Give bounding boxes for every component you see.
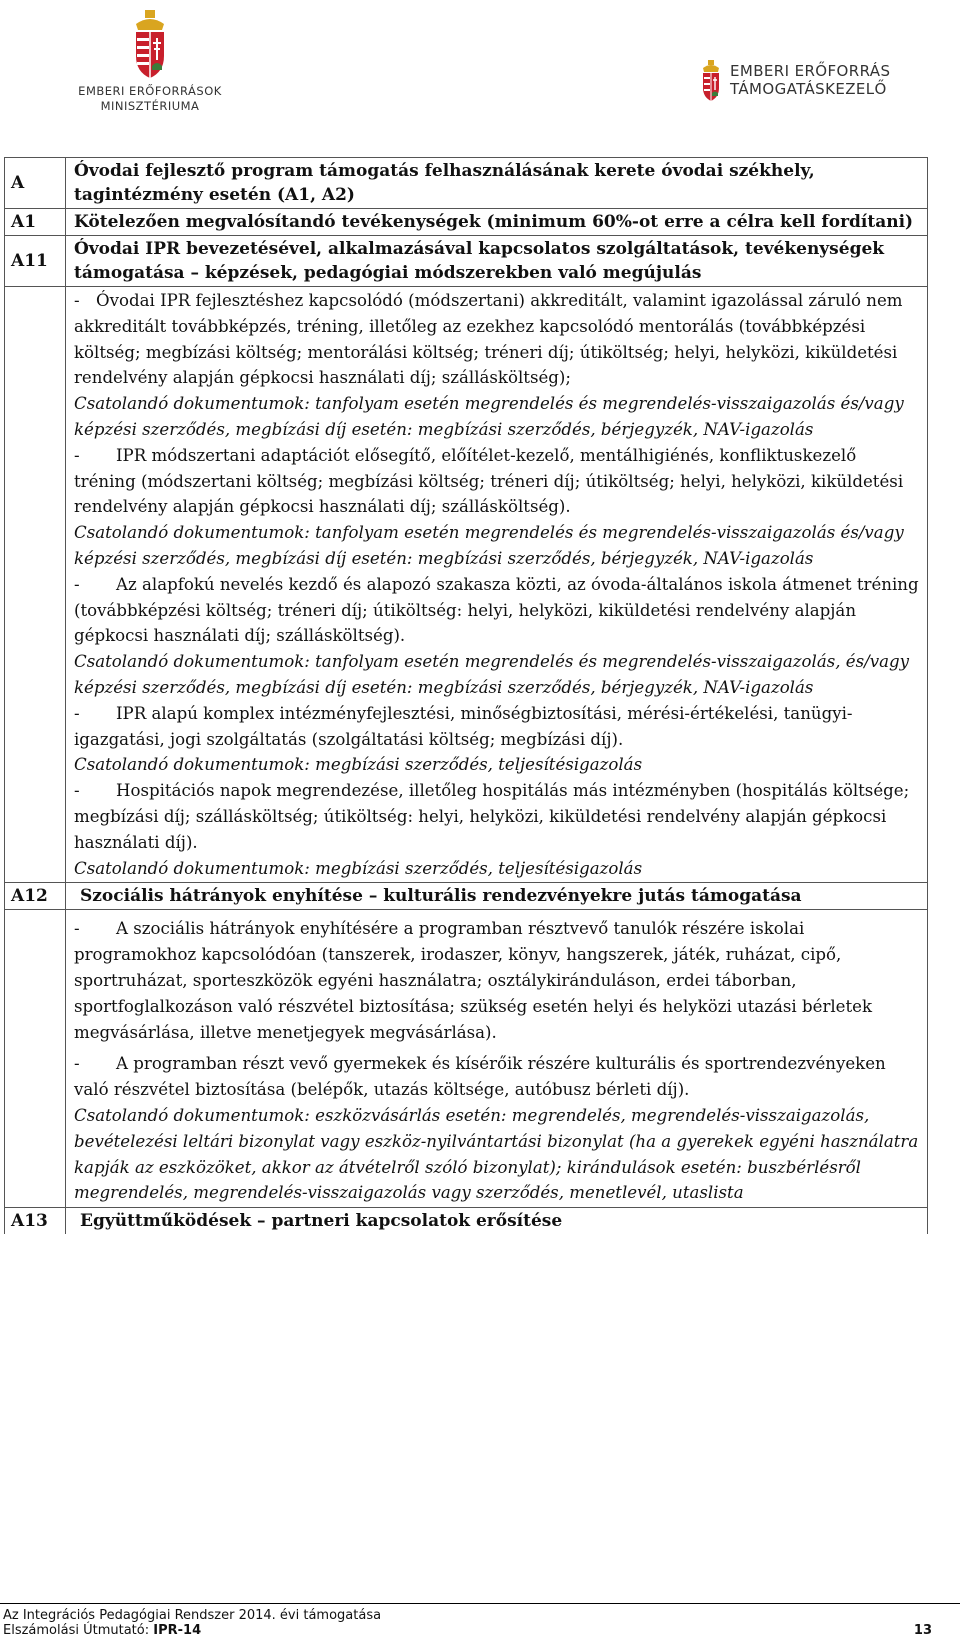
required-documents: Csatolandó dokumentumok: eszközvásárlás esetén: megrendelés, megrendelés-visszaigazolás, bevételezési leltári bizonylat vagy eszköz-nyilvántartási bizonylat (ha a gyerekek egyéni használatra kapják az eszközöket, akkor az átvételről szóló bizonylat); kirándulások esetén: buszbérlésről megrendelés, megrendelés-visszaigazolás vagy szerződés, menetlevél, utaslista (74, 1105, 919, 1203)
ministry-name-line2: MINISZTÉRIUMA (100, 99, 200, 113)
page-number: 13 (913, 1623, 932, 1638)
row-content (66, 287, 928, 883)
row-code: A (5, 158, 66, 209)
required-documents: Csatolandó dokumentumok: tanfolyam esetén megrendelés és megrendelés-visszaigazolás és/vagy képzési szerződés, megbízási díj esetén: megbízási szerződés, bérjegyzék, NAV-igazolás (74, 394, 904, 439)
list-item: - A programban részt vevő gyermekek és kísérőik részére kulturális és sportrendezvényeken való részvétel biztosítása (belépők, utazás költsége, autóbusz bérleti díj). (74, 1054, 886, 1100)
table-row (5, 236, 928, 287)
required-documents: Csatolandó dokumentumok: megbízási szerződés, teljesítésigazolás (74, 755, 643, 775)
ministry-logo (70, 10, 230, 120)
support-manager-name-line2: TÁMOGATÁSKEZELŐ (730, 80, 887, 98)
coat-of-arms-icon (130, 10, 170, 80)
row-code-empty (5, 287, 66, 883)
row-title: Kötelezően megvalósítandó tevékenységek (minimum 60%-ot erre a célra kell fordítani) (66, 209, 928, 236)
footer-doc-code: IPR-14 (153, 1623, 202, 1638)
row-code: A13 (5, 1208, 66, 1235)
table-row (5, 1208, 928, 1235)
row-code: A12 (5, 883, 66, 910)
row-title: Együttműködések – partneri kapcsolatok erősítése (66, 1208, 928, 1235)
table-row (5, 158, 928, 209)
list-item: - IPR alapú komplex intézményfejlesztési, minőségbiztosítási, mérési-értékelési, tanügyi-igazgatási, jogi szolgáltatás (szolgáltatási költség; megbízási díj). (74, 703, 853, 749)
support-manager-logo (700, 58, 930, 108)
table-row (5, 287, 928, 883)
row-content (66, 910, 928, 1208)
list-item: - IPR módszertani adaptációt elősegítő, előítélet-kezelő, mentálhigiénés, konfliktuskezelő tréning (módszertani költség; megbízási költség; tréneri díj; útiköltség; helyi, helyközi, kiküldetési rendelvény alapján gépkocsi használati díj; szállásköltség). (74, 445, 904, 517)
list-item: - Hospitációs napok megrendezése, illetőleg hospitálás más intézményben (hospitálás költsége; megbízási díj; szállásköltség; útiköltség: helyi, helyközi, kiküldetési rendelvény alapján gépkocsi használati díj). (74, 781, 910, 852)
coat-of-arms-small-icon (700, 60, 722, 102)
row-code: A11 (5, 236, 66, 287)
ministry-name-line1: EMBERI ERŐFORRÁSOK (78, 84, 222, 98)
row-code-empty (5, 910, 66, 1208)
list-item: - Az alapfokú nevelés kezdő és alapozó szakasza közti, az óvoda-általános iskola átmenet tréning (továbbképzési költség; tréneri díj; útiköltség: helyi, helyközi, kiküldetési rendelvény alapján gépkocsi használati díj; szállásköltség). (74, 574, 919, 646)
row-title: Óvodai IPR bevezetésével, alkalmazásával kapcsolatos szolgáltatások, tevékenységek támogatása – képzések, pedagógiai módszerekben való megújulás (66, 236, 928, 287)
row-code: A1 (5, 209, 66, 236)
footer-program-title: Az Integrációs Pedagógiai Rendszer 2014. évi támogatása (3, 1608, 382, 1623)
footer-divider (0, 1603, 960, 1604)
required-documents: Csatolandó dokumentumok: tanfolyam esetén megrendelés és megrendelés-visszaigazolás, és/vagy képzési szerződés, megbízási díj esetén: megbízási szerződés, bérjegyzék, NAV-igazolás (74, 652, 909, 697)
row-title: Óvodai fejlesztő program támogatás felhasználásának kerete óvodai székhely, tagintézmény esetén (A1, A2) (66, 158, 928, 209)
required-documents: Csatolandó dokumentumok: tanfolyam esetén megrendelés és megrendelés-visszaigazolás és/vagy képzési szerződés, megbízási díj esetén: megbízási szerződés, bérjegyzék, NAV-igazolás (74, 523, 904, 568)
table-row (5, 883, 928, 910)
table-row (5, 209, 928, 236)
list-item: - Óvodai IPR fejlesztéshez kapcsolódó (módszertani) akkreditált, valamint igazolással záruló nem akkreditált továbbképzés, tréning, illetőleg az ezekhez kapcsolódó mentorálás (továbbképzési költség; megbízási költség; mentorálási költség; tréneri díj; útiköltség; helyi, helyközi, kiküldetési rendelvény alapján gépkocsi használati díj; szállásköltség); (74, 291, 903, 388)
row-title: Szociális hátrányok enyhítése – kulturális rendezvényekre jutás támogatása (66, 883, 928, 910)
footer-guide-title: Elszámolási Útmutató: IPR-14 (3, 1623, 202, 1638)
required-documents: Csatolandó dokumentumok: megbízási szerződés, teljesítésigazolás (74, 858, 643, 878)
list-item: - A szociális hátrányok enyhítésére a programban résztvevő tanulók részére iskolai programokhoz kapcsolódóan (tanszerek, irodaszer, könyv, hangszerek, játék, ruházat, cipő, sportruházat, sporteszközök egyéni használatra; osztálykiránduláson, erdei táborban, sportfoglalkozáson való részvétel biztosítása; szükség esetén helyi és helyközi utazási bérletek megvásárlása, illetve menetjegyek megvásárlása). (74, 919, 873, 1042)
support-manager-name-line1: EMBERI ERŐFORRÁS (730, 62, 891, 80)
table-row (5, 910, 928, 1208)
budget-category-table (4, 157, 928, 1234)
